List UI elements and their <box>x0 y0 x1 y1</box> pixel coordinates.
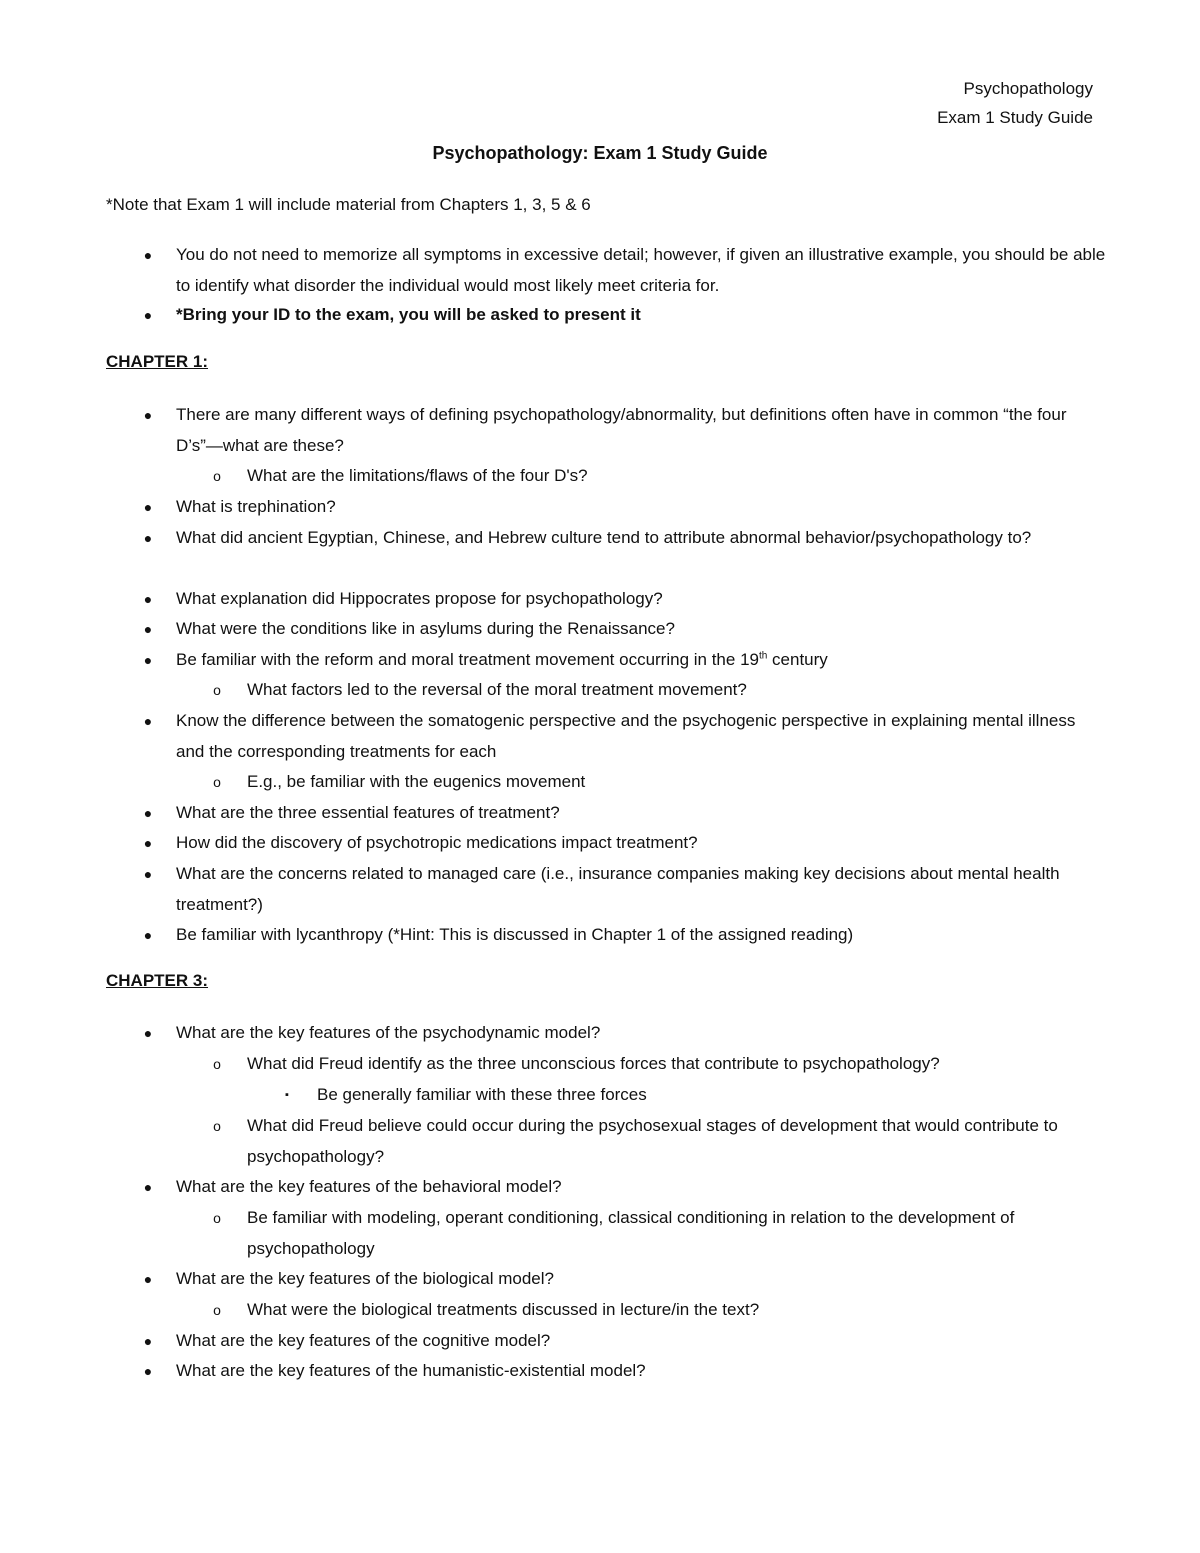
bullet-marker: ● <box>143 591 153 607</box>
square-bullet-marker: ▪ <box>285 1089 289 1101</box>
list-item-text-part: Be familiar with the reform and moral treatment movement occurring in the 19 <box>176 650 759 669</box>
list-item-text: E.g., be familiar with the eugenics movement <box>247 772 586 791</box>
bullet-marker: ● <box>143 835 153 851</box>
list-item-text: You do not need to memorize all symptoms in excessive detail; however, if given an illustrative example, you should be able to identify what disorder the individual would most likely meet criteria for. <box>176 245 1106 295</box>
list-item-text: What are the key features of the biological model? <box>176 1269 554 1288</box>
bullet-marker: ● <box>143 1363 153 1379</box>
list-item-text: Know the difference between the somatogenic perspective and the psychogenic perspective in explaining mental illness and the corresponding treatments for each <box>176 711 1076 761</box>
sub-bullet-marker: o <box>213 1302 221 1318</box>
bullet-marker: ● <box>143 1271 153 1287</box>
bullet-marker: ● <box>143 1333 153 1349</box>
list-item-text: What is trephination? <box>176 497 336 516</box>
list-item-text: What are the key features of the humanistic-existential model? <box>176 1361 646 1380</box>
running-header <box>937 74 1093 132</box>
bullet-marker: ● <box>143 530 153 546</box>
list-item-text: What did Freud believe could occur during the psychosexual stages of development that would contribute to psychopathology? <box>247 1116 1058 1166</box>
header-subtitle: Exam 1 Study Guide <box>937 108 1093 127</box>
list-item-text: What factors led to the reversal of the moral treatment movement? <box>247 680 747 699</box>
chapter-1-heading: CHAPTER 1: <box>106 352 209 371</box>
bullet-marker: ● <box>143 805 153 821</box>
sub-bullet-marker: o <box>213 1210 221 1226</box>
exam-note: *Note that Exam 1 will include material from Chapters 1, 3, 5 & 6 <box>106 195 591 214</box>
list-item-text: What were the conditions like in asylums during the Renaissance? <box>176 619 675 638</box>
list-item-text: What are the three essential features of treatment? <box>176 803 560 822</box>
list-item-text: What explanation did Hippocrates propose for psychopathology? <box>176 589 663 608</box>
list-item-text-part: century <box>767 650 828 669</box>
list-item-text: What are the key features of the psychodynamic model? <box>176 1023 601 1042</box>
bullet-marker: ● <box>143 621 153 637</box>
header-course: Psychopathology <box>963 79 1093 98</box>
bullet-marker: ● <box>143 927 153 943</box>
bullet-marker: ● <box>143 307 153 323</box>
bullet-marker: ● <box>143 1025 153 1041</box>
ordinal-superscript: th <box>758 650 768 662</box>
bullet-marker: ● <box>143 713 153 729</box>
sub-bullet-marker: o <box>213 468 221 484</box>
bullet-marker: ● <box>143 1179 153 1195</box>
list-item-text: What were the biological treatments discussed in lecture/in the text? <box>247 1300 760 1319</box>
list-item-text: Be familiar with modeling, operant conditioning, classical conditioning in relation to the development of psychopathology <box>247 1208 1015 1258</box>
list-item-text: How did the discovery of psychotropic medications impact treatment? <box>176 833 698 852</box>
bullet-marker: ● <box>143 247 153 263</box>
list-item-text <box>176 645 1106 676</box>
list-item-text: What are the key features of the behavioral model? <box>176 1177 562 1196</box>
sub-bullet-marker: o <box>213 774 221 790</box>
list-item-text: What did ancient Egyptian, Chinese, and Hebrew culture tend to attribute abnormal behavior/psychopathology to? <box>176 528 1032 547</box>
list-item-text: Be generally familiar with these three forces <box>317 1085 647 1104</box>
sub-bullet-marker: o <box>213 1118 221 1134</box>
bullet-marker: ● <box>143 407 153 423</box>
list-item-text: What are the key features of the cognitive model? <box>176 1331 551 1350</box>
list-item-text: What are the limitations/flaws of the four D's? <box>247 466 588 485</box>
list-item-text: There are many different ways of defining psychopathology/abnormality, but definitions often have in common “the four D’s”—what are these? <box>176 405 1067 455</box>
bullet-marker: ● <box>143 499 153 515</box>
document-title: Psychopathology: Exam 1 Study Guide <box>432 143 768 163</box>
bullet-marker: ● <box>143 652 153 668</box>
list-item-text: Be familiar with lycanthropy (*Hint: This is discussed in Chapter 1 of the assigned reading) <box>176 925 854 944</box>
list-item-text: What are the concerns related to managed care (i.e., insurance companies making key decisions about mental health treatment?) <box>176 864 1060 914</box>
list-item-text: What did Freud identify as the three unconscious forces that contribute to psychopathology? <box>247 1054 940 1073</box>
bullet-marker: ● <box>143 866 153 882</box>
chapter-3-heading: CHAPTER 3: <box>106 971 209 990</box>
list-item-text: *Bring your ID to the exam, you will be asked to present it <box>176 305 641 324</box>
sub-bullet-marker: o <box>213 1056 221 1072</box>
sub-bullet-marker: o <box>213 682 221 698</box>
